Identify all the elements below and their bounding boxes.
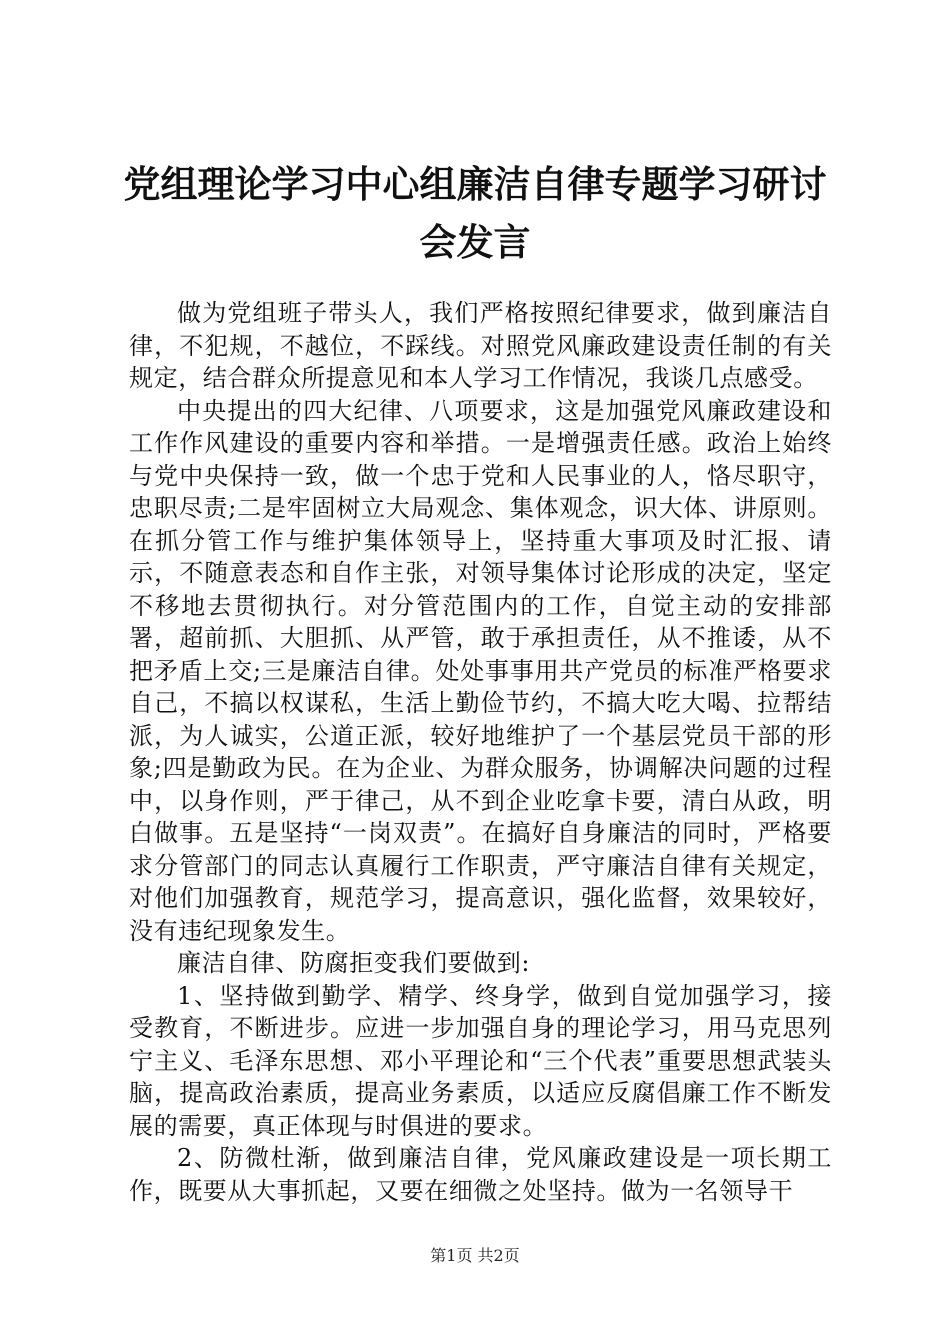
- document-title: 党组理论学习中心组廉洁自律专题学习研讨会发言: [123, 163, 827, 264]
- page-number-footer: 第1页 共2页: [430, 1246, 520, 1265]
- paragraph-heading-requirements: 廉洁自律、防腐拒变我们要做到:: [177, 949, 531, 977]
- paragraph-main: 中央提出的四大纪律、八项要求，这是加强党风廉政建设和工作作风建设的重要内容和举措。一是增强责任感。政治上始终与党中央保持一致，做一个忠于党和人民事业的人，恪尽职守，忠职尽责;二是牢固树立大局观念、集体观念，识大体、讲原则。在抓分管工作与维护集体领导上，坚持重大事项及时汇报、请示，不随意表态和自作主张，对领导集体讨论形成的决定，坚定不移地去贯彻执行。对分管范围内的工作，自觉主动的安排部署，超前抓、大胆抓、从严管，敢于承担责任，从不推诿，从不把矛盾上交;三是廉洁自律。处处事事用共产党员的标准严格要求自己，不搞以权谋私，生活上勤俭节约，不搞大吃大喝、拉帮结派，为人诚实，公道正派，较好地维护了一个基层党员干部的形象;四是勤政为民。在为企业、为群众服务，协调解决问题的过程中，以身作则，严于律己，从不到企业吃拿卡要，清白从政，明白做事。五是坚持“一岗双责”。在搞好自身廉洁的同时，严格要求分管部门的同志认真履行工作职责，严守廉洁自律有关规定，对他们加强教育，规范学习，提高意识，强化监督，效果较好，没有违纪现象发生。: [129, 396, 832, 945]
- document-body: [129, 297, 832, 1207]
- paragraph-item-2: 2、防微杜渐，做到廉洁自律，党风廉政建设是一项长期工作，既要从大事抓起，又要在细微之处坚持。做为一名领导干: [129, 1144, 832, 1205]
- paragraph-intro: 做为党组班子带头人，我们严格按照纪律要求，做到廉洁自律，不犯规，不越位，不踩线。对照党风廉政建设责任制的有关规定，结合群众所提意见和本人学习工作情况，我谈几点感受。: [129, 299, 832, 392]
- paragraph-item-1: 1、坚持做到勤学、精学、终身学，做到自觉加强学习，接受教育，不断进步。应进一步加强自身的理论学习，用马克思列宁主义、毛泽东思想、邓小平理论和“三个代表”重要思想武装头脑，提高政治素质，提高业务素质，以适应反腐倡廉工作不断发展的需要，真正体现与时俱进的要求。: [129, 981, 832, 1140]
